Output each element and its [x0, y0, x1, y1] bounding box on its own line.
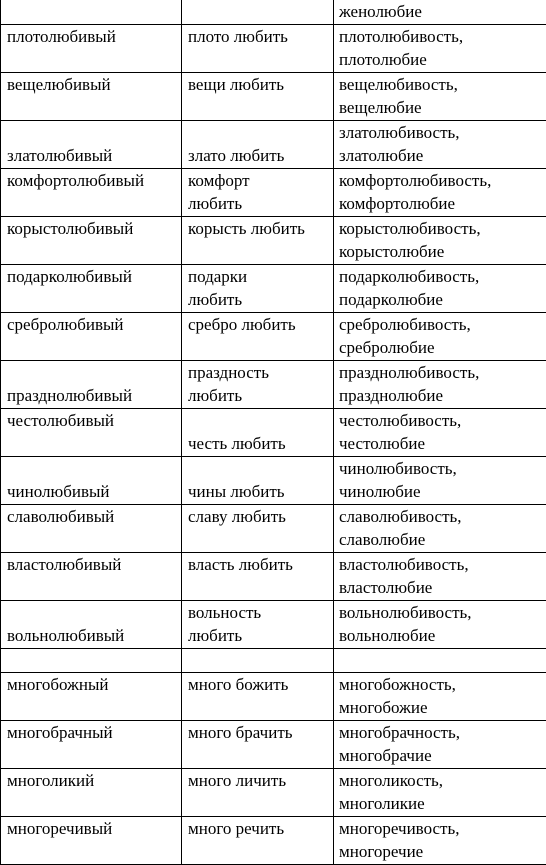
adjective-cell: подарколюбивый: [1, 264, 182, 312]
noun-line: честолюбие: [339, 432, 540, 456]
noun-line: златолюбивость,: [339, 121, 540, 145]
phrase-line: праздность: [188, 361, 327, 385]
noun-cell: [334, 24, 546, 72]
table-row: [1, 120, 546, 168]
phrase-cell: [182, 360, 334, 408]
phrase-line: вещи любить: [188, 73, 327, 97]
table-row: [1, 504, 546, 552]
noun-line: многобрачие: [339, 744, 540, 768]
noun-line: златолюбие: [339, 144, 540, 168]
adjective-cell: празднолюбивый: [1, 360, 182, 408]
phrase-line: много божить: [188, 673, 327, 697]
noun-cell: [334, 312, 546, 360]
phrase-cell: [182, 504, 334, 552]
table-row: [1, 600, 546, 648]
adjective-cell: многоликий: [1, 768, 182, 816]
table-row: [1, 672, 546, 720]
noun-line: чинолюбие: [339, 480, 540, 504]
noun-cell: [334, 552, 546, 600]
phrase-cell: [182, 24, 334, 72]
adjective-cell: честолюбивый: [1, 408, 182, 456]
table-row: [1, 816, 546, 864]
phrase-line: любить: [188, 192, 327, 216]
noun-line: сребролюбие: [339, 336, 540, 360]
phrase-cell: [182, 72, 334, 120]
table-row: [1, 264, 546, 312]
adjective-cell: вещелюбивый: [1, 72, 182, 120]
adjective-cell: многобожный: [1, 672, 182, 720]
adjective-cell: вольнолюбивый: [1, 600, 182, 648]
phrase-line: любить: [188, 624, 327, 648]
noun-line: чинолюбивость,: [339, 457, 540, 481]
phrase-cell: [182, 264, 334, 312]
noun-line: подарколюбие: [339, 288, 540, 312]
noun-line: плотолюбивость,: [339, 25, 540, 49]
noun-line: многоречивость,: [339, 817, 540, 841]
noun-cell: [334, 720, 546, 768]
noun-line: корыстолюбивость,: [339, 217, 540, 241]
phrase-cell: [182, 0, 334, 24]
noun-line: празднолюбие: [339, 384, 540, 408]
phrase-line: чины любить: [188, 480, 327, 504]
table-row: [1, 312, 546, 360]
phrase-cell: [182, 648, 334, 672]
adjective-cell: чинолюбивый: [1, 456, 182, 504]
phrase-line: много речить: [188, 817, 327, 841]
noun-line: славолюбие: [339, 528, 540, 552]
noun-line: вещелюбивость,: [339, 73, 540, 97]
table-row: [1, 72, 546, 120]
noun-line: многобожность,: [339, 673, 540, 697]
adjective-cell: властолюбивый: [1, 552, 182, 600]
noun-line: вещелюбие: [339, 96, 540, 120]
phrase-line: комфорт: [188, 169, 327, 193]
phrase-line: много брачить: [188, 721, 327, 745]
noun-cell: [334, 264, 546, 312]
noun-line: подарколюбивость,: [339, 265, 540, 289]
adjective-cell: [1, 0, 182, 24]
noun-cell: [334, 672, 546, 720]
adjective-cell: корыстолюбивый: [1, 216, 182, 264]
phrase-cell: [182, 120, 334, 168]
adjective-cell: славолюбивый: [1, 504, 182, 552]
phrase-cell: [182, 216, 334, 264]
table-row: [1, 408, 546, 456]
table-row: [1, 648, 546, 672]
noun-cell: [334, 504, 546, 552]
phrase-line: много личить: [188, 769, 327, 793]
adjective-cell: [1, 648, 182, 672]
noun-line: честолюбивость,: [339, 409, 540, 433]
noun-line: многоликие: [339, 792, 540, 816]
phrase-cell: [182, 408, 334, 456]
noun-line: вольнолюбие: [339, 624, 540, 648]
noun-line: комфортолюбие: [339, 192, 540, 216]
noun-cell: [334, 360, 546, 408]
noun-cell: [334, 816, 546, 864]
phrase-cell: [182, 720, 334, 768]
noun-cell: [334, 600, 546, 648]
noun-cell: [334, 168, 546, 216]
noun-line: сребролюбивость,: [339, 313, 540, 337]
noun-line: плотолюбие: [339, 48, 540, 72]
phrase-cell: [182, 600, 334, 648]
table-row: [1, 552, 546, 600]
phrase-cell: [182, 456, 334, 504]
phrase-line: власть любить: [188, 553, 327, 577]
adjective-cell: плотолюбивый: [1, 24, 182, 72]
table-row: [1, 768, 546, 816]
noun-line: вольнолюбивость,: [339, 601, 540, 625]
noun-line: многоречие: [339, 840, 540, 864]
table-row: [1, 360, 546, 408]
phrase-line: честь любить: [188, 432, 327, 456]
table-row: [1, 24, 546, 72]
phrase-cell: [182, 816, 334, 864]
noun-line: властолюбие: [339, 576, 540, 600]
phrase-line: корысть любить: [188, 217, 327, 241]
table-row: [1, 216, 546, 264]
table-row: [1, 168, 546, 216]
noun-line: славолюбивость,: [339, 505, 540, 529]
adjective-cell: многобрачный: [1, 720, 182, 768]
noun-line: многобрачность,: [339, 721, 540, 745]
noun-line: женолюбие: [339, 0, 540, 24]
noun-cell: [334, 768, 546, 816]
phrase-line: вольность: [188, 601, 327, 625]
adjective-cell: златолюбивый: [1, 120, 182, 168]
phrase-line: любить: [188, 288, 327, 312]
noun-cell: [334, 648, 546, 672]
table-row: [1, 0, 546, 24]
noun-cell: [334, 216, 546, 264]
phrase-line: любить: [188, 384, 327, 408]
phrase-cell: [182, 768, 334, 816]
phrase-line: злато любить: [188, 144, 327, 168]
noun-line: корыстолюбие: [339, 240, 540, 264]
noun-cell: [334, 408, 546, 456]
phrase-line: плото любить: [188, 25, 327, 49]
table-row: [1, 720, 546, 768]
noun-line: комфортолюбивость,: [339, 169, 540, 193]
noun-cell: [334, 0, 546, 24]
phrase-cell: [182, 672, 334, 720]
phrase-line: славу любить: [188, 505, 327, 529]
phrase-cell: [182, 552, 334, 600]
phrase-cell: [182, 312, 334, 360]
noun-cell: [334, 456, 546, 504]
phrase-cell: [182, 168, 334, 216]
noun-line: властолюбивость,: [339, 553, 540, 577]
phrase-line: сребро любить: [188, 313, 327, 337]
noun-cell: [334, 72, 546, 120]
noun-cell: [334, 120, 546, 168]
adjective-cell: сребролюбивый: [1, 312, 182, 360]
phrase-line: подарки: [188, 265, 327, 289]
adjective-cell: многоречивый: [1, 816, 182, 864]
noun-line: многобожие: [339, 696, 540, 720]
noun-line: многоликость,: [339, 769, 540, 793]
noun-line: празднолюбивость,: [339, 361, 540, 385]
adjective-cell: комфортолюбивый: [1, 168, 182, 216]
table-row: [1, 456, 546, 504]
